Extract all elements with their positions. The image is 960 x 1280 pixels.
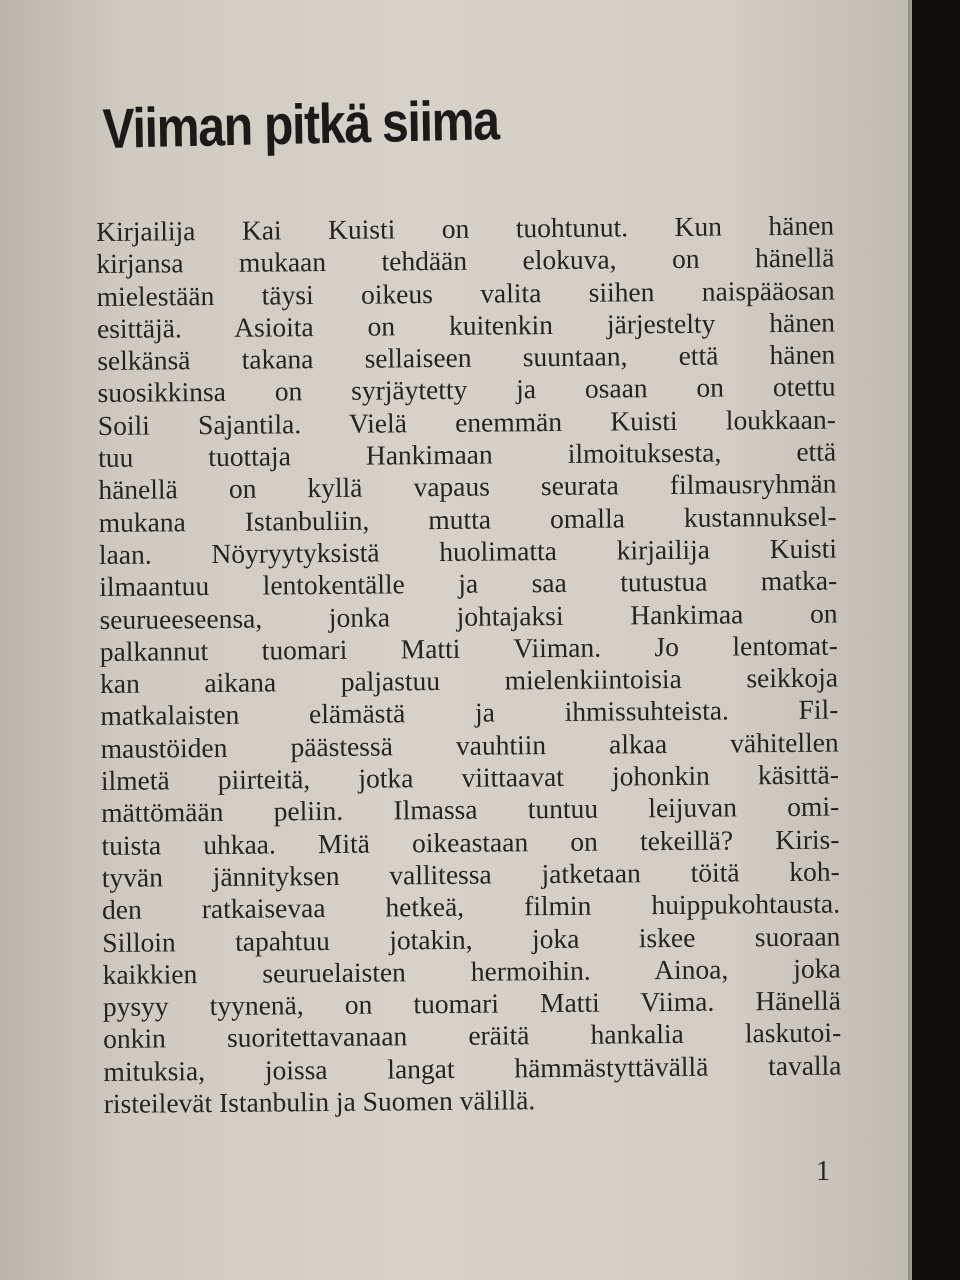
- text-line: seurueeseensa, jonka johtajaksi Hankimaa on: [99, 597, 838, 635]
- text-line: palkannut tuomari Matti Viiman. Jo lentomat-: [99, 629, 838, 667]
- text-line: tuista uhkaa. Mitä oikeastaan on tekeillä? Kiris-: [101, 823, 840, 861]
- text-line: den ratkaisevaa hetkeä, filmin huippukohtausta.: [101, 887, 841, 926]
- text-line: onkin suoritettavanaan eräitä hankalia laskutoi-: [103, 1016, 842, 1055]
- text-line: ilmaantuu lentokentälle ja saa tutustua matka-: [99, 564, 838, 603]
- text-line: mättömään peliin. Ilmassa tuntuu leijuvan omi-: [101, 790, 840, 829]
- text-line: kaikkien seuruelaisten hermoihin. Ainoa, joka: [102, 952, 841, 990]
- text-line: kirjansa mukaan tehdään elokuva, on hänellä: [96, 241, 835, 280]
- text-line: selkänsä takana sellaiseen suuntaan, että hänen: [97, 338, 836, 377]
- text-line: risteilevät Istanbulin ja Suomen välillä.: [103, 1084, 536, 1119]
- text-line: hänellä on kyllä vapaus seurata filmausryhmän: [98, 467, 837, 506]
- page-title: Viiman pitkä siima: [102, 88, 500, 160]
- text-line: pysyy tyynenä, on tuomari Matti Viima. Hänellä: [102, 984, 842, 1023]
- text-line: Kirjailija Kai Kuisti on tuohtunut. Kun hänen: [96, 209, 835, 247]
- text-line: Silloin tapahtuu jotakin, joka iskee suoraan: [102, 920, 841, 958]
- text-line: suosikkinsa on syrjäytetty ja osaan on otettu: [97, 371, 836, 409]
- text-line: mielestään täysi oikeus valita siihen naispääosan: [96, 274, 835, 312]
- text-line: Soili Sajantila. Vielä enemmän Kuisti loukkaan-: [97, 403, 836, 441]
- text-line: mukana Istanbuliin, mutta omalla kustannuksel-: [98, 500, 837, 538]
- text-line: laan. Nöyryytyksistä huolimatta kirjailija Kuisti: [98, 532, 838, 570]
- text-line: kan aikana paljastuu mielenkiintoisia seikkoja: [99, 661, 839, 700]
- text-line: tuu tuottaja Hankimaan ilmoituksesta, että: [97, 435, 837, 474]
- text-line: mituksia, joissa langat hämmästyttävällä tavalla: [103, 1049, 842, 1087]
- text-line: esittäjä. Asioita on kuitenkin järjestelty hänen: [96, 306, 836, 344]
- page-number: 1: [816, 1156, 830, 1187]
- text-line: maustöiden päästessä vauhtiin alkaa vähitellen: [100, 726, 839, 764]
- text-line: matkalaisten elämästä ja ihmissuhteista. Fil-: [100, 693, 839, 732]
- text-line: tyvän jännityksen vallitessa jatketaan töitä koh-: [101, 855, 840, 893]
- text-line: ilmetä piirteitä, jotka viittaavat johonkin käsittä-: [100, 758, 840, 797]
- synopsis-paragraph: [96, 210, 842, 1121]
